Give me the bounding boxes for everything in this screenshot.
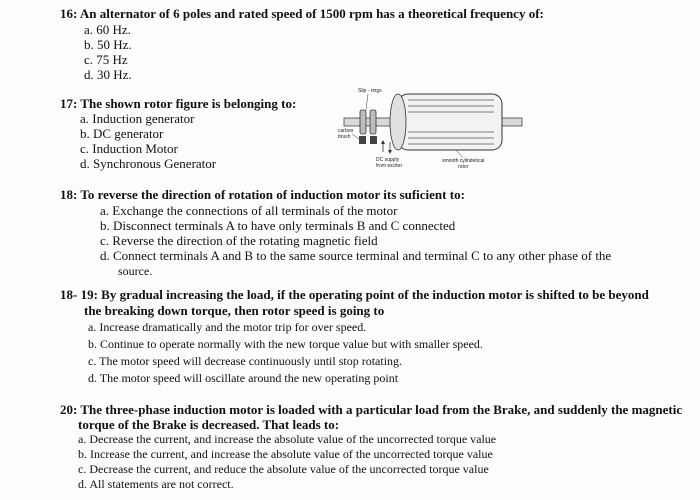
q19-option-b: b. Continue to operate normally with the new torque value but with smaller speed. <box>88 337 483 351</box>
q17-option-d: d. Synchronous Generator <box>80 156 217 171</box>
question-18-text: 18: To reverse the direction of rotation of induction motor its suficient to: <box>60 187 465 202</box>
q16-option-a: a. 60 Hz. <box>84 22 131 37</box>
cylindrical-rotor-body <box>398 94 502 150</box>
question-20-text-line-1: 20: The three-phase induction motor is loaded with a particular load from the Brake, and suddenly the magnetic <box>60 402 683 417</box>
slip-ring-1 <box>360 110 366 134</box>
q18-option-c: c. Reverse the direction of the rotating magnetic field <box>100 233 378 248</box>
question-19-text-line-1: 18- 19: By gradual increasing the load, if the operating point of the induction motor is shifted to be beyond <box>60 287 649 302</box>
carbon-brush-1 <box>359 136 366 144</box>
label-smooth-rotor: smooth cylinderical <box>442 158 485 164</box>
label-brush: brush <box>338 134 351 140</box>
q18-option-b: b. Disconnect terminals A to have only terminals B and C connected <box>100 218 456 233</box>
q17-option-b: b. DC generator <box>80 126 164 141</box>
slip-ring-2 <box>370 110 376 134</box>
q16-option-d: d. 30 Hz. <box>84 67 132 82</box>
carbon-brush-2 <box>370 136 377 144</box>
q20-option-b: b. Increase the current, and increase the absolute value of the uncorrected torque value <box>78 447 493 461</box>
q17-option-c: c. Induction Motor <box>80 141 178 156</box>
label-from-exciter: from exciter <box>376 163 403 169</box>
q19-option-c: c. The motor speed will decrease continuously until stop rotating. <box>88 354 403 368</box>
question-17-text: 17: The shown rotor figure is belonging to: <box>60 96 297 111</box>
q18-option-d-continuation: source. <box>118 264 153 278</box>
q18-option-a: a. Exchange the connections of all terminals of the motor <box>100 203 398 218</box>
question-20-text-line-2: torque of the Brake is decreased. That leads to: <box>78 417 340 432</box>
question-19-text-line-2: the breaking down torque, then rotor speed is going to <box>84 303 385 318</box>
label-carbon: carbon <box>338 128 354 134</box>
q17-option-a: a. Induction generator <box>80 111 195 126</box>
label-slip-rings: Slip - rings <box>358 88 382 94</box>
question-16-text: 16: An alternator of 6 poles and rated speed of 1500 rpm has a theoretical frequency of: <box>60 6 544 21</box>
rotor-figure <box>338 84 528 174</box>
q18-option-d: d. Connect terminals A and B to the same source terminal and terminal C to any other phase of the <box>100 248 612 263</box>
q16-option-b: b. 50 Hz. <box>84 37 132 52</box>
rotor-end-face <box>390 94 406 150</box>
label-dc-supply: DC supply <box>376 157 400 163</box>
q20-option-d: d. All statements are not correct. <box>78 477 234 491</box>
q19-option-d: d. The motor speed will oscillate around the new operating point <box>88 371 399 385</box>
q20-option-a: a. Decrease the current, and increase the absolute value of the uncorrected torque value <box>78 432 497 446</box>
label-rotor: rotor <box>458 164 469 170</box>
q20-option-c: c. Decrease the current, and reduce the absolute value of the uncorrected torque value <box>78 462 489 476</box>
q19-option-a: a. Increase dramatically and the motor trip for over speed. <box>88 320 367 334</box>
q16-option-c: c. 75 Hz <box>84 52 128 67</box>
